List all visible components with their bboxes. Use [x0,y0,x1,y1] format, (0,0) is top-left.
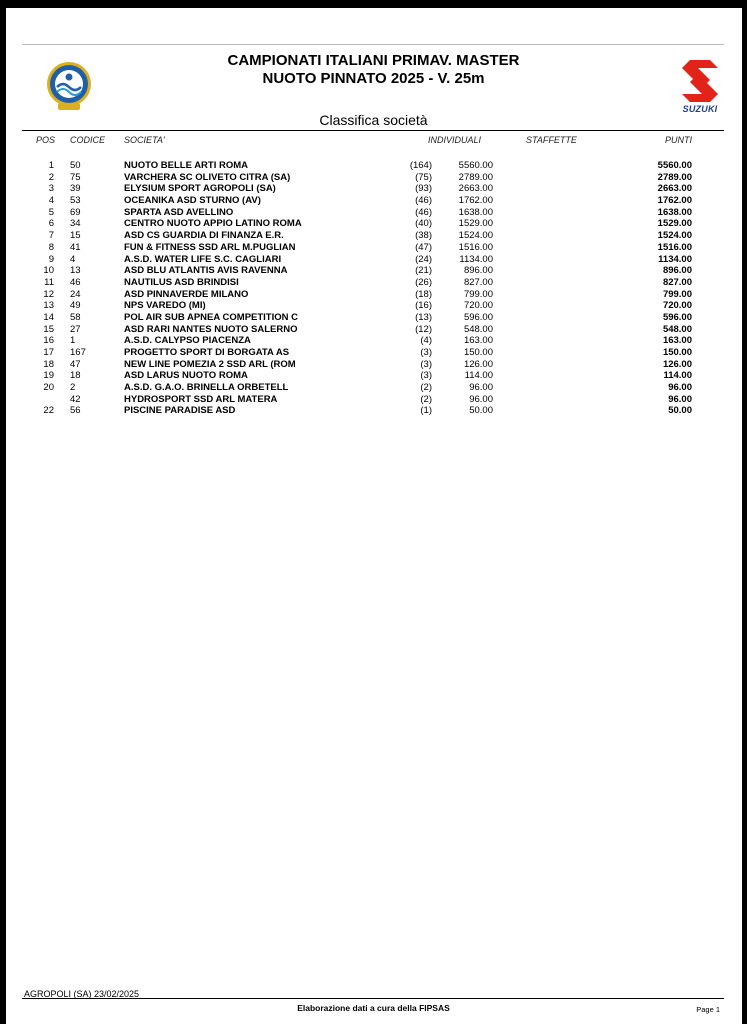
cell-punti: 1762.00 [657,195,692,207]
cell-societa: FUN & FITNESS SSD ARL M.PUGLIAN [124,241,296,253]
table-row [0,335,747,347]
cell-punti: 1529.00 [657,218,692,230]
cell-punti: 896.00 [662,265,692,277]
cell-pos: 2 [48,171,54,183]
cell-individuali: 1524.00 [458,230,493,242]
cell-count: (1) [420,405,432,417]
cell-punti: 1134.00 [658,253,692,265]
cell-count: (38) [415,230,432,242]
cell-punti: 1638.00 [657,206,692,218]
page-title-line2: NUOTO PINNATO 2025 - V. 25m [262,70,485,87]
cell-pos: 5 [48,206,54,218]
cell-pos: 18 [43,358,54,370]
cell-codice: 75 [70,171,81,183]
cell-individuali: 1762.00 [458,195,493,207]
table-row [0,289,747,301]
table-row [0,347,747,359]
cell-societa: ASD CS GUARDIA DI FINANZA E.R. [124,230,284,242]
cell-pos: 16 [43,335,54,347]
cell-individuali: 1516.00 [458,241,493,253]
cell-individuali: 548.00 [463,323,493,335]
cell-punti: 1524.00 [657,230,692,242]
col-header-pos: POS [36,135,56,145]
footer-location-date: AGROPOLI (SA) 23/02/2025 [24,989,140,999]
cell-count: (3) [420,347,432,358]
table-row [0,265,747,277]
cell-pos: 1 [48,160,54,171]
ranking-table [0,160,747,417]
cell-count: (93) [415,183,432,195]
cell-punti: 1516.00 [657,241,692,253]
cell-codice: 2 [70,382,76,394]
cell-punti: 799.00 [662,288,692,300]
cell-societa: NPS VAREDO (MI) [124,300,206,312]
cell-codice: 18 [70,370,81,382]
cell-punti: 5560.00 [657,160,692,171]
table-row [0,230,747,242]
cell-punti: 596.00 [662,311,692,323]
cell-count: (75) [415,171,432,183]
cell-societa: ASD PINNAVERDE MILANO [124,288,249,300]
cell-societa: NEW LINE POMEZIA 2 SSD ARL (ROM [124,358,296,370]
table-row [0,312,747,324]
cell-punti: 548.00 [662,323,692,335]
cell-societa: OCEANIKA ASD STURNO (AV) [124,195,261,207]
cell-pos: 4 [48,195,54,207]
cell-individuali: 1638.00 [458,206,493,218]
cell-codice: 4 [70,253,76,265]
cell-individuali: 896.00 [463,265,493,277]
cell-punti: 2789.00 [657,171,692,183]
federation-logo-icon [44,60,94,112]
footer-page-number: Page 1 [696,1005,720,1014]
cell-codice: 42 [70,393,81,405]
cell-pos: 17 [43,347,54,358]
cell-count: (12) [415,323,432,335]
cell-societa: A.S.D. CALYPSO PIACENZA [124,335,251,347]
table-row [0,405,747,417]
cell-codice: 53 [70,195,81,207]
cell-codice: 1 [70,335,76,347]
cell-societa: ELYSIUM SPORT AGROPOLI (SA) [124,183,276,195]
cell-individuali: 5560.00 [458,160,493,171]
table-row [0,394,747,406]
cell-individuali: 720.00 [463,300,493,312]
col-header-individuali: INDIVIDUALI [428,135,482,145]
cell-societa: ASD RARI NANTES NUOTO SALERNO [124,323,298,335]
cell-societa: PROGETTO SPORT DI BORGATA AS [124,347,290,358]
header-rule [22,130,724,131]
cell-codice: 46 [70,276,81,288]
cell-societa: NAUTILUS ASD BRINDISI [124,276,239,288]
cell-individuali: 596.00 [463,311,493,323]
cell-punti: 720.00 [662,300,692,312]
cell-punti: 827.00 [662,276,692,288]
cell-count: (2) [420,393,432,405]
cell-pos: 9 [48,253,54,265]
cell-societa: CENTRO NUOTO APPIO LATINO ROMA [124,218,302,230]
col-header-staffette: STAFFETTE [526,135,577,145]
cell-count: (16) [415,300,432,312]
table-row [0,218,747,230]
table-row [0,277,747,289]
cell-individuali: 96.00 [469,382,493,394]
cell-count: (13) [415,311,432,323]
table-row [0,370,747,382]
cell-codice: 39 [70,183,81,195]
cell-individuali: 2663.00 [458,183,493,195]
table-row [0,207,747,219]
cell-codice: 24 [70,288,81,300]
table-row [0,160,747,172]
cell-individuali: 96.00 [469,393,493,405]
suzuki-wordmark: SUZUKI [682,104,718,114]
cell-pos: 10 [43,265,54,277]
col-header-codice: CODICE [70,135,106,145]
frame-right-edge [742,0,747,1024]
cell-pos: 19 [43,370,54,382]
frame-top-edge [0,0,747,8]
table-row [0,254,747,266]
cell-societa: POL AIR SUB APNEA COMPETITION C [124,311,299,323]
table-row [0,324,747,336]
cell-punti: 50.00 [668,405,692,417]
cell-count: (24) [415,253,432,265]
cell-count: (164) [409,160,432,171]
cell-individuali: 114.00 [464,370,493,382]
cell-societa: NUOTO BELLE ARTI ROMA [124,160,249,171]
cell-individuali: 150.00 [463,347,493,358]
page-subtitle: Classifica società [319,112,428,128]
cell-codice: 167 [70,347,86,358]
table-row [0,242,747,254]
table-row [0,382,747,394]
col-header-punti: PUNTI [665,135,692,145]
cell-codice: 15 [70,230,81,242]
cell-codice: 58 [70,311,81,323]
cell-punti: 96.00 [668,382,692,394]
cell-punti: 150.00 [662,347,692,358]
table-row [0,172,747,184]
cell-count: (3) [420,358,432,370]
cell-individuali: 827.00 [463,276,493,288]
cell-pos: 6 [48,218,54,230]
cell-count: (40) [415,218,432,230]
cell-codice: 34 [70,218,81,230]
cell-punti: 2663.00 [657,183,692,195]
cell-individuali: 163.00 [463,335,493,347]
cell-pos: 8 [48,241,54,253]
page-title-line1: CAMPIONATI ITALIANI PRIMAV. MASTER [227,52,520,69]
cell-codice: 50 [70,160,81,171]
footer-credit: Elaborazione dati a cura della FIPSAS [297,1003,450,1013]
cell-societa: VARCHERA SC OLIVETO CITRA (SA) [124,171,291,183]
cell-count: (21) [415,265,432,277]
cell-count: (18) [415,288,432,300]
cell-pos: 22 [43,405,54,417]
cell-codice: 69 [70,206,81,218]
frame-left-edge [0,0,6,1024]
cell-individuali: 1134.00 [459,253,493,265]
cell-societa: ASD BLU ATLANTIS AVIS RAVENNA [124,265,288,277]
cell-punti: 96.00 [668,393,692,405]
cell-count: (46) [415,195,432,207]
cell-pos: 12 [43,288,54,300]
cell-pos: 3 [48,183,54,195]
cell-individuali: 50.00 [469,405,493,417]
cell-codice: 41 [70,241,81,253]
table-row [0,183,747,195]
cell-codice: 49 [70,300,81,312]
cell-pos: 15 [43,323,54,335]
cell-societa: A.S.D. WATER LIFE S.C. CAGLIARI [124,253,282,265]
table-row [0,300,747,312]
table-row [0,359,747,371]
cell-societa: PISCINE PARADISE ASD [124,405,236,417]
cell-pos: 20 [43,382,54,394]
cell-individuali: 126.00 [463,358,493,370]
cell-pos: 13 [43,300,54,312]
cell-individuali: 2789.00 [458,171,493,183]
cell-count: (46) [415,206,432,218]
cell-count: (47) [415,241,432,253]
cell-individuali: 1529.00 [458,218,493,230]
cell-codice: 47 [70,358,81,370]
cell-societa: ASD LARUS NUOTO ROMA [124,370,248,382]
cell-punti: 163.00 [662,335,692,347]
cell-codice: 27 [70,323,81,335]
cell-count: (26) [415,276,432,288]
table-row [0,195,747,207]
cell-societa: HYDROSPORT SSD ARL MATERA [124,393,278,405]
cell-societa: A.S.D. G.A.O. BRINELLA ORBETELL [124,382,289,394]
cell-pos: 11 [44,276,54,288]
cell-count: (3) [420,370,432,382]
cell-punti: 126.00 [662,358,692,370]
col-header-societa: SOCIETA' [124,135,165,145]
cell-societa: SPARTA ASD AVELLINO [124,206,234,218]
cell-punti: 114.00 [663,370,692,382]
cell-count: (2) [420,382,432,394]
cell-pos: 7 [48,230,54,242]
cell-codice: 13 [70,265,81,277]
cell-codice: 56 [70,405,81,417]
cell-count: (4) [420,335,432,347]
cell-individuali: 799.00 [463,288,493,300]
top-rule [22,44,724,45]
cell-pos: 14 [43,311,54,323]
